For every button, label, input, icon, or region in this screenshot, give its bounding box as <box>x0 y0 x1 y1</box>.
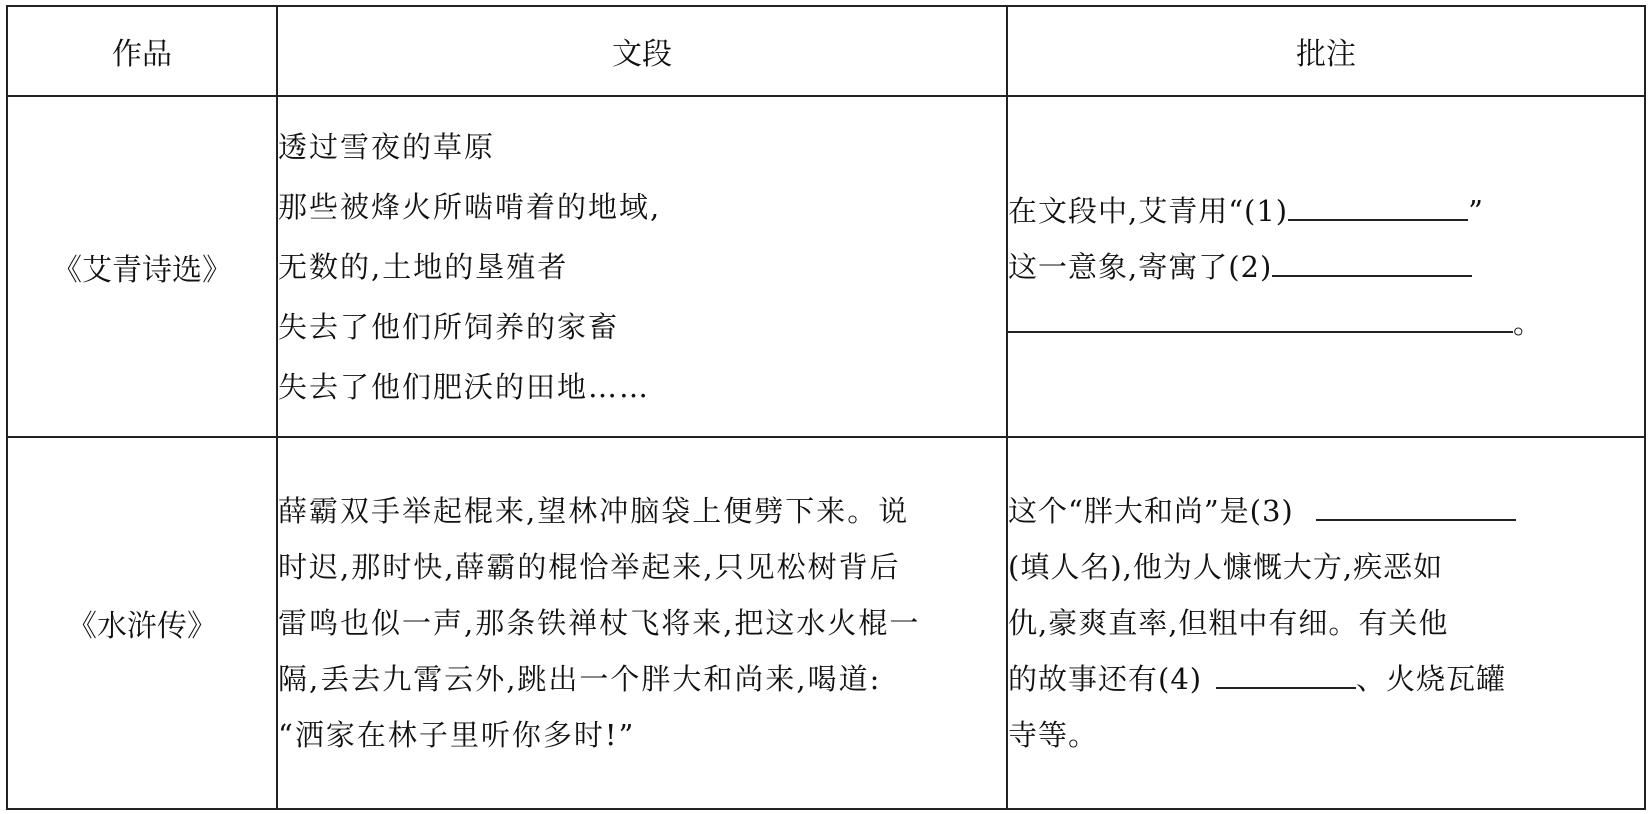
annotation-text: 在文段中,艾青用“(1) <box>1008 193 1289 228</box>
header-row <box>7 6 1645 96</box>
annotation-text: 、火烧瓦罐 <box>1356 662 1507 696</box>
annotation-text: 仇,豪爽直率,但粗中有细。有关他 <box>1008 606 1449 640</box>
annotation-shuihu <box>1007 437 1645 809</box>
passage-line: 薛霸双手举起棍来,望林冲脑袋上便劈下来。说 <box>278 494 910 528</box>
work-title-aiqing: 《艾青诗选》 <box>7 96 277 437</box>
annotation-text: 寺等。 <box>1008 718 1099 752</box>
table-row-shuihu <box>7 437 1645 809</box>
poem-line: 无数的,土地的垦殖者 <box>278 249 569 284</box>
annotation-text: (填人名),他为人慷慨大方,疾恶如 <box>1008 550 1444 584</box>
answer-blank-1[interactable] <box>1288 191 1468 221</box>
annotation-text: 这一意象,寄寓了(2) <box>1008 249 1273 284</box>
table-row-aiqing <box>7 96 1645 437</box>
work-title-shuihu: 《水浒传》 <box>7 437 277 809</box>
passage-line: “洒家在林子里听你多时!” <box>278 718 636 752</box>
annotation-text: 的故事还有(4) <box>1008 662 1203 696</box>
header-work: 作品 <box>7 6 277 96</box>
passage-shuihu <box>277 437 1007 809</box>
poem-line: 失去了他们所饲养的家畜 <box>278 309 620 344</box>
header-annotation: 批注 <box>1007 6 1645 96</box>
annotation-text: 这个“胖大和尚”是(3) <box>1008 494 1294 528</box>
annotation-aiqing <box>1007 96 1645 437</box>
answer-blank-4[interactable] <box>1216 659 1356 689</box>
poem-line: 那些被烽火所啮啃着的地域, <box>278 189 662 224</box>
answer-blank-2[interactable] <box>1272 247 1472 277</box>
passage-aiqing <box>277 96 1007 437</box>
annotation-text: 。 <box>1513 305 1544 340</box>
worksheet-table <box>6 5 1646 810</box>
answer-blank-3[interactable] <box>1316 491 1516 521</box>
annotation-text: ” <box>1468 193 1484 228</box>
passage-line: 隔,丢去九霄云外,跳出一个胖大和尚来,喝道: <box>278 662 882 696</box>
passage-line: 时迟,那时快,薛霸的棍恰举起来,只见松树背后 <box>278 550 901 584</box>
header-passage: 文段 <box>277 6 1007 96</box>
poem-line: 透过雪夜的草原 <box>278 129 496 164</box>
answer-blank-2-continued[interactable] <box>1008 303 1513 333</box>
passage-line: 雷鸣也似一声,那条铁禅杖飞将来,把这水火棍一 <box>278 606 921 640</box>
poem-line: 失去了他们肥沃的田地…… <box>278 369 651 404</box>
